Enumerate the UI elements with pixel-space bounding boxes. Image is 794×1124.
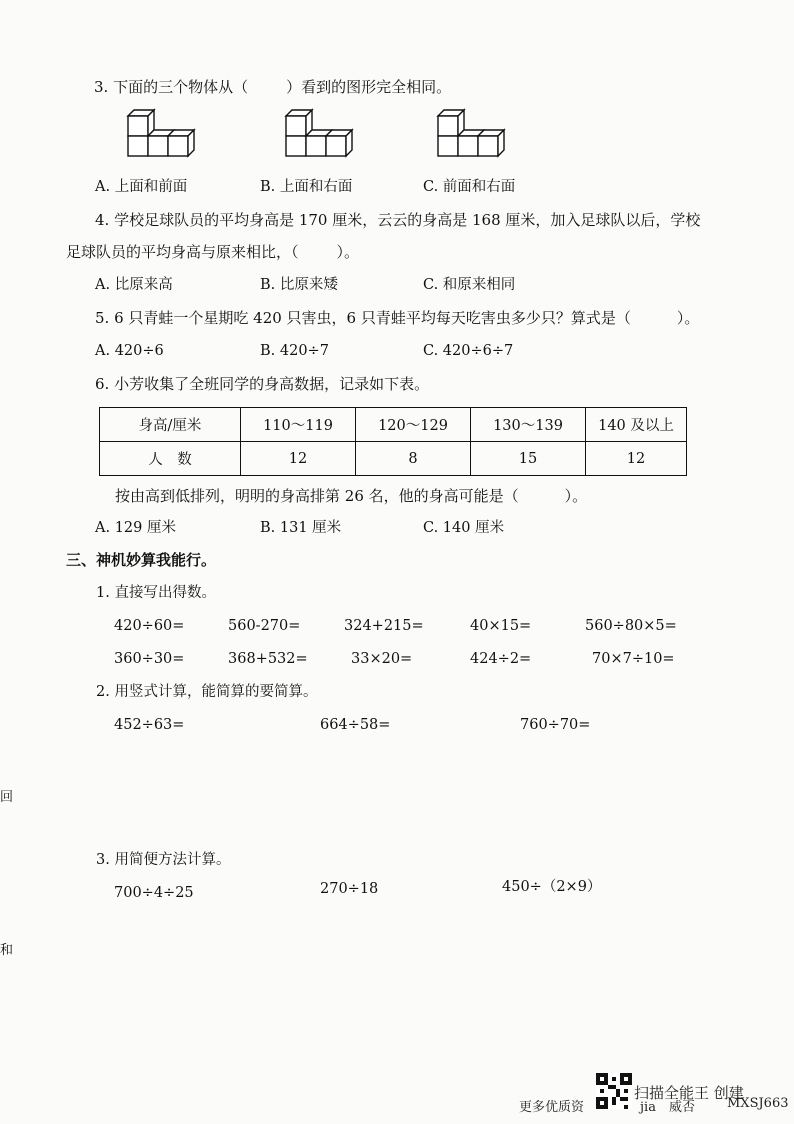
q6-option-a[interactable]: A. 129 厘米: [95, 520, 176, 536]
mental-calc-item: 368+532=: [228, 651, 308, 667]
q4-line1: 4. 学校足球队员的平均身高是 170 厘米，云云的身高是 168 厘米，加入足球队以后，学校: [95, 211, 701, 229]
q3-option-c[interactable]: C. 前面和右面: [423, 179, 516, 195]
margin-mark: 和: [0, 943, 14, 958]
q6-option-b[interactable]: B. 131 厘米: [260, 520, 342, 536]
vertical-calc-item: 760÷70=: [520, 717, 591, 733]
table-row: [100, 408, 687, 442]
q4-line2: 足球队员的平均身高与原来相比，（ ）。: [66, 243, 360, 261]
table-cell: 130～139: [471, 408, 586, 442]
q5-option-a[interactable]: A. 420÷6: [95, 343, 164, 359]
cube-figure-b: [278, 108, 358, 164]
footer-right-text: MXSJ663: [727, 1096, 789, 1111]
margin-mark: 回: [0, 790, 14, 805]
footer-middle-text: jia 威否: [640, 1100, 695, 1115]
vertical-calc-item: 664÷58=: [320, 717, 391, 733]
q5-option-b[interactable]: B. 420÷7: [260, 343, 329, 359]
q3-text: 3. 下面的三个物体从（ ）看到的图形完全相同。: [94, 78, 452, 96]
q6-followup: 按由高到低排列，明明的身高排第 26 名，他的身高可能是（ ）。: [115, 487, 588, 505]
mental-calc-item: 70×7÷10=: [592, 651, 675, 667]
cube-group: [128, 110, 194, 156]
qr-code-icon: [596, 1073, 632, 1109]
vertical-calc-item: 452÷63=: [114, 717, 185, 733]
q4-option-c[interactable]: C. 和原来相同: [423, 277, 516, 293]
part2-title: 2. 用竖式计算，能简算的要简算。: [96, 684, 318, 700]
table-cell: 身高/厘米: [100, 408, 241, 442]
q3-option-a[interactable]: A. 上面和前面: [95, 179, 188, 195]
q4-option-b[interactable]: B. 比原来矮: [260, 277, 338, 293]
table-cell: 15: [471, 442, 586, 476]
mental-calc-item: 33×20=: [351, 651, 413, 667]
simplify-calc-item: 270÷18: [320, 881, 379, 897]
mental-calc-item: 360÷30=: [114, 651, 185, 667]
height-data-table: [99, 407, 687, 476]
q4-option-a[interactable]: A. 比原来高: [95, 277, 173, 293]
q5-option-c[interactable]: C. 420÷6÷7: [423, 343, 514, 359]
table-row: [100, 442, 687, 476]
table-cell: 8: [356, 442, 471, 476]
mental-calc-item: 424÷2=: [470, 651, 532, 667]
part3-title: 3. 用简便方法计算。: [96, 852, 231, 868]
mental-calc-item: 324+215=: [344, 618, 424, 634]
q6-text: 6. 小芳收集了全班同学的身高数据，记录如下表。: [95, 375, 430, 393]
mental-calc-item: 40×15=: [470, 618, 532, 634]
q6-option-c[interactable]: C. 140 厘米: [423, 520, 505, 536]
table-cell: 12: [241, 442, 356, 476]
part1-title: 1. 直接写出得数。: [96, 585, 216, 601]
mental-calc-item: 560÷80×5=: [585, 618, 677, 634]
table-cell: 120～129: [356, 408, 471, 442]
cube-group: [438, 110, 504, 156]
section-three-title: 三、神机妙算我能行。: [66, 551, 217, 569]
table-cell: 人 数: [100, 442, 241, 476]
mental-calc-item: 420÷60=: [114, 618, 185, 634]
simplify-calc-item: 700÷4÷25: [114, 885, 194, 901]
table-cell: 12: [586, 442, 687, 476]
cube-figure-a: [120, 108, 200, 164]
footer-left-text: 更多优质资: [519, 1100, 585, 1115]
mental-calc-item: 560-270=: [228, 618, 301, 634]
scanner-watermark: 扫描全能王 创建: [634, 1084, 744, 1102]
cube-group: [286, 110, 352, 156]
table-cell: 140 及以上: [586, 408, 687, 442]
cube-figure-c: [430, 108, 510, 164]
table-cell: 110～119: [241, 408, 356, 442]
q5-text: 5. 6 只青蛙一个星期吃 420 只害虫，6 只青蛙平均每天吃害虫多少只？算式是（ ）。: [95, 309, 700, 327]
q3-option-b[interactable]: B. 上面和右面: [260, 179, 353, 195]
simplify-calc-item: 450÷（2×9）: [502, 879, 602, 895]
